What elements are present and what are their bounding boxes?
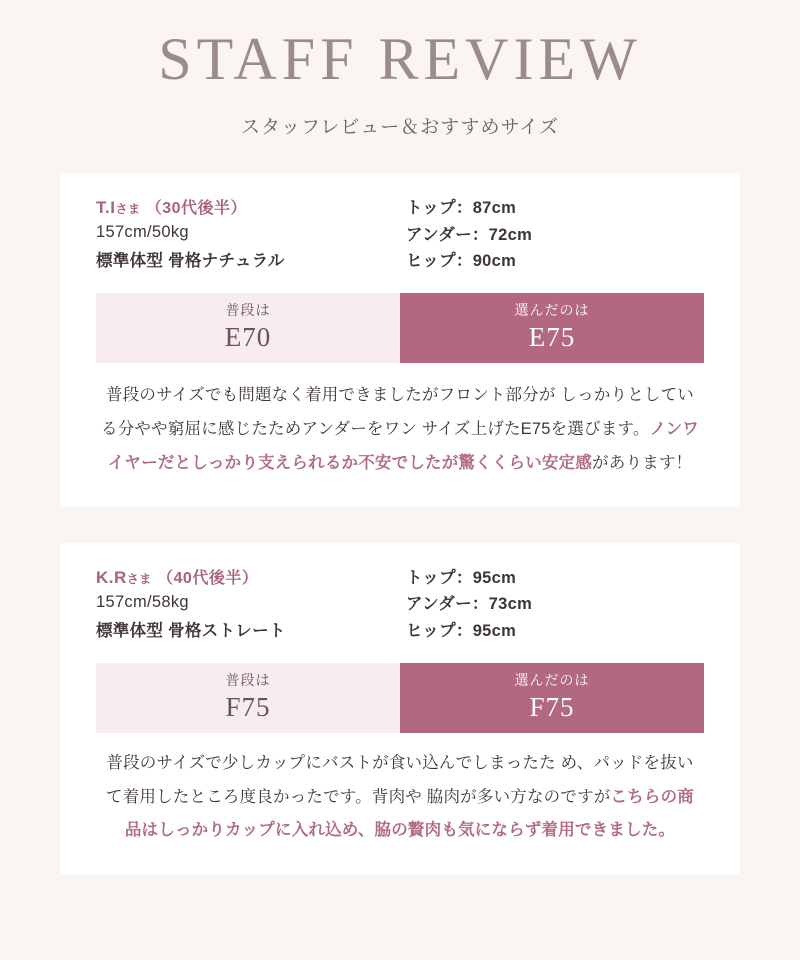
chosen-size-value: F75: [529, 691, 575, 722]
review-comment: [100, 747, 700, 848]
reviewer-age: （40代後半）: [157, 569, 259, 587]
comment-highlight: こちらの商品はしっかりカップに: [124, 787, 694, 840]
comment-line: 普段のサイズでも問題なく着用できましたがフロント部分が: [106, 386, 556, 405]
chosen-size-label: 選んだのは: [514, 302, 590, 319]
review-card: [60, 173, 740, 507]
reviewer-details: [96, 565, 396, 645]
page-subtitle: スタッフレビュー＆おすすめサイズ: [241, 117, 559, 138]
reviewer-body: 157cm/58kg: [96, 592, 189, 611]
reviewer-honorific: さま: [115, 202, 141, 216]
comment-line: め、パッドを抜いて着用したところ度良かったです。背肉や: [106, 753, 694, 806]
chosen-size-block: [400, 663, 704, 733]
measurement-hip: ヒップ：90cm: [406, 252, 517, 271]
comment-line: があります！: [592, 453, 693, 472]
comment-line: 脇肉が多い方なのですが: [426, 787, 611, 806]
measurement-under: アンダー：72cm: [406, 225, 533, 244]
size-comparison-bar: [96, 663, 704, 733]
size-comparison-bar: [96, 293, 704, 363]
comment-highlight: ノンワイヤーだとしっかり支: [107, 419, 699, 472]
usual-size-value: E70: [224, 322, 272, 353]
reviewer-shape: 標準体型 骨格ナチュラル: [96, 252, 285, 270]
usual-size-block: [96, 293, 400, 363]
comment-line: サイズ上げたE75を選びます。: [421, 419, 650, 438]
usual-size-label: 普段は: [225, 671, 271, 688]
review-card: [60, 543, 740, 875]
arrow-right-icon: [364, 663, 400, 733]
reviewer-details: [96, 195, 396, 275]
measurement-under: アンダー：73cm: [406, 595, 533, 614]
review-comment: [100, 379, 700, 480]
measurement-top: トップ：87cm: [406, 199, 517, 217]
reviewer-name-line: [96, 195, 396, 218]
chosen-size-label: 選んだのは: [514, 671, 590, 688]
measurement-hip: ヒップ：95cm: [406, 622, 517, 641]
chosen-size-block: [400, 293, 704, 363]
usual-size-label: 普段は: [225, 302, 271, 319]
arrow-right-icon: [364, 293, 400, 363]
reviewer-profile: [60, 195, 740, 275]
chosen-size-value: E75: [528, 322, 576, 353]
usual-size-block: [96, 663, 400, 733]
reviewer-shape: 標準体型 骨格ストレート: [96, 621, 286, 640]
reviewer-profile: [60, 565, 740, 645]
comment-highlight: えられるか不安でしたが驚くくらい安定感: [274, 453, 593, 472]
usual-size-value: F75: [225, 691, 271, 722]
reviewer-name: K.R: [96, 567, 127, 587]
comment-line: 普段のサイズで少しカップにバストが食い込んでしまったた: [106, 753, 556, 772]
reviewer-name-line: [96, 565, 396, 588]
measurement-top: トップ：95cm: [406, 568, 517, 587]
comment-line: しっかりとしている分やや窮屈に感じたためアンダーをワン: [101, 386, 694, 438]
page-header: [0, 0, 800, 139]
reviewer-measurements: [396, 565, 704, 645]
reviewer-name: T.I: [96, 198, 116, 217]
reviewer-age: （30代後半）: [145, 200, 248, 217]
reviewer-honorific: さま: [126, 571, 152, 586]
comment-highlight: 入れ込め、脇の贅肉も気にならず着用できました。: [291, 821, 676, 840]
reviewer-body: 157cm/50kg: [96, 223, 189, 241]
reviewer-measurements: [396, 195, 704, 275]
page-title: STAFF REVIEW: [158, 26, 642, 92]
